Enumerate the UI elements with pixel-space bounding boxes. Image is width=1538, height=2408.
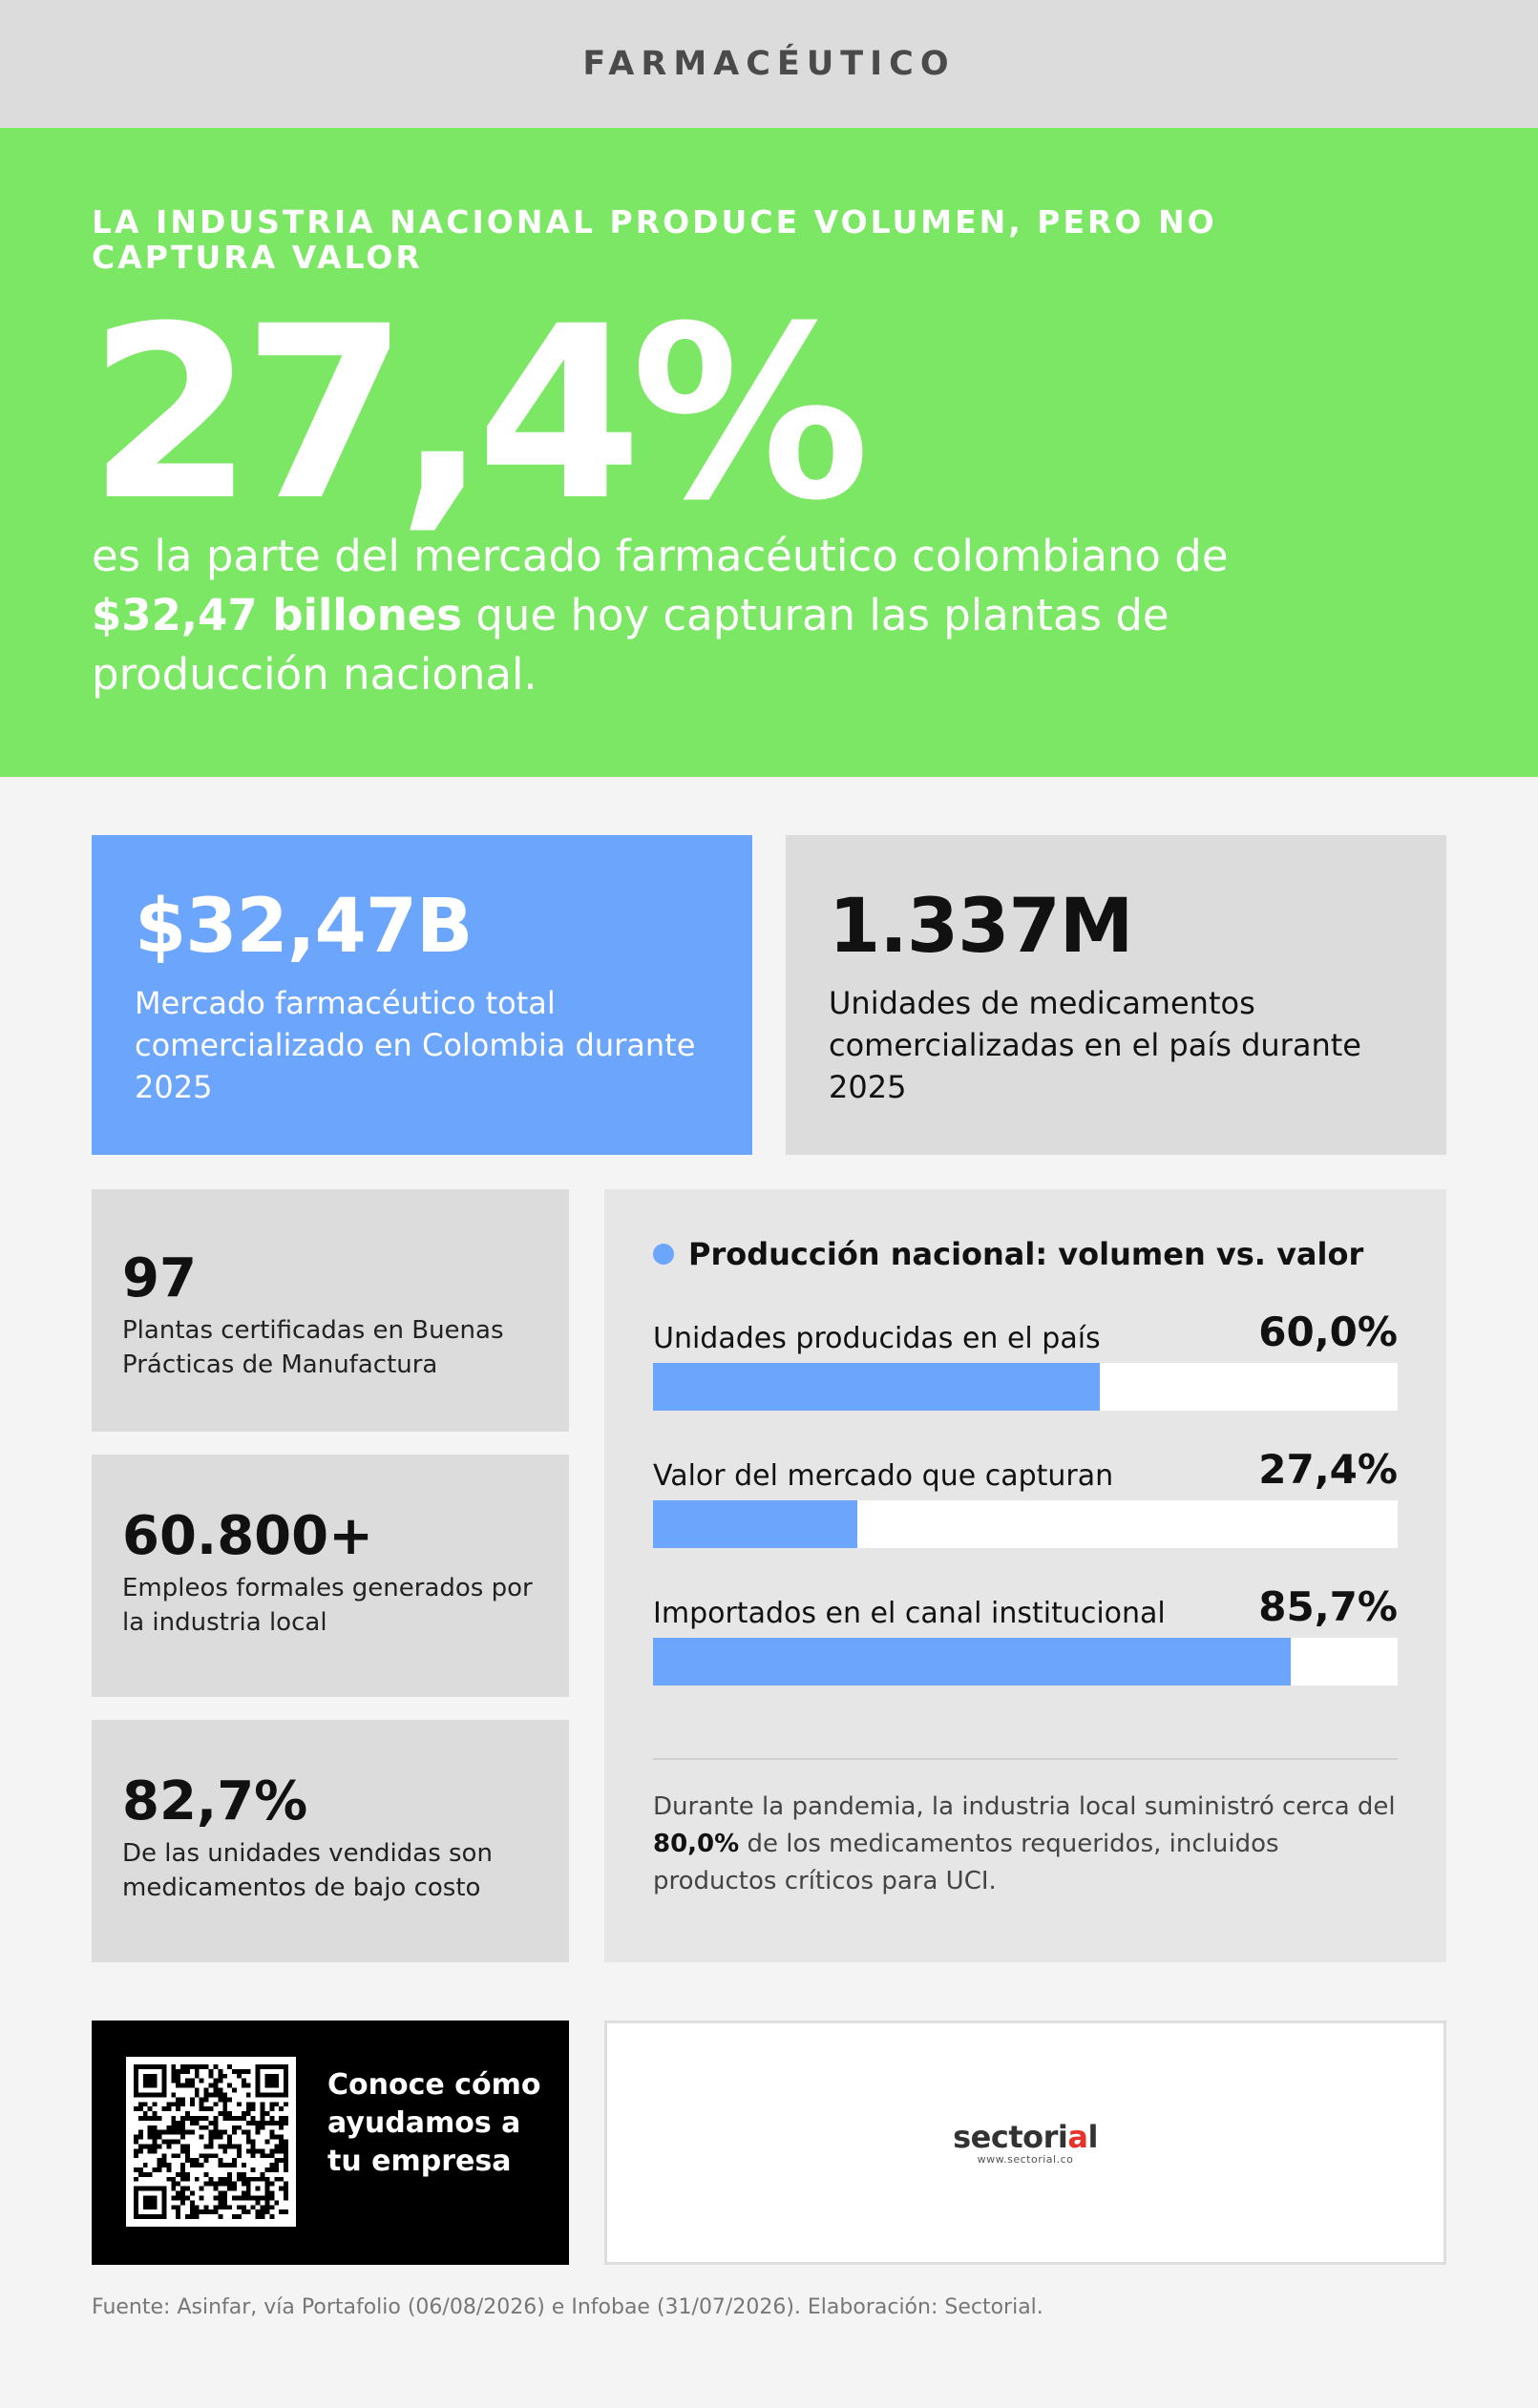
- units-desc: Unidades de medicamentos comercializadas en el país durante 2025: [829, 985, 1361, 1105]
- divider: [653, 1758, 1398, 1760]
- bar-label: Unidades producidas en el país: [653, 1322, 1101, 1355]
- stat-card-jobs: [92, 1455, 569, 1697]
- bar-fill: [653, 1363, 1100, 1411]
- chart-title: Producción nacional: volumen vs. valor: [688, 1236, 1364, 1272]
- stat-card-low-cost: [92, 1720, 569, 1962]
- bar-item-units: [653, 1308, 1398, 1411]
- market-total-value: $32,47B: [135, 884, 473, 970]
- cta-text[interactable]: Conoce cómo ayudamos a tu empresa: [327, 2068, 541, 2178]
- hero-desc-end: que hoy capturan las plantas de producción nacional.: [92, 590, 1169, 700]
- bar-track: [653, 1500, 1398, 1548]
- bar-fill: [653, 1500, 857, 1548]
- bar-label: Importados en el canal institucional: [653, 1597, 1166, 1630]
- hero-desc-bold: $32,47 billones: [92, 590, 463, 640]
- bar-value-label: 85,7%: [1258, 1583, 1398, 1630]
- bar-track: [653, 1638, 1398, 1686]
- chart-heading: [653, 1235, 1398, 1273]
- bar-fill: [653, 1638, 1291, 1686]
- hero-kicker: LA INDUSTRIA NACIONAL PRODUCE VOLUMEN, PERO NO CAPTURA VALOR: [92, 203, 1217, 276]
- bullet-dot-icon: [653, 1244, 674, 1265]
- bar-value-label: 60,0%: [1258, 1309, 1398, 1355]
- stat-value: 60.800+: [122, 1505, 374, 1567]
- cta-card[interactable]: [92, 2021, 569, 2265]
- bar-value-label: 27,4%: [1258, 1446, 1398, 1493]
- hero-panel: [0, 128, 1538, 777]
- note-end: de los medicamentos requeridos, incluidos productos críticos para UCI.: [653, 1830, 1279, 1895]
- sectorial-logo: [607, 2023, 1443, 2262]
- logo-card: [604, 2021, 1446, 2265]
- logo-url: www.sectorial.co: [977, 2152, 1074, 2166]
- note-bold: 80,0%: [653, 1830, 740, 1858]
- hero-big-value: 27,4%: [88, 275, 859, 553]
- stat-value: 82,7%: [122, 1770, 308, 1832]
- source-footer: Fuente: Asinfar, vía Portafolio (06/08/2026) e Infobae (31/07/2026). Elaboración: Sectorial.: [92, 2295, 1043, 2319]
- pandemic-note: [653, 1789, 1407, 1900]
- bar-track: [653, 1363, 1398, 1411]
- stat-desc: De las unidades vendidas son medicamentos de bajo costo: [122, 1839, 493, 1902]
- stat-card-plants: [92, 1189, 569, 1432]
- units-card: [786, 835, 1446, 1155]
- stat-value: 97: [122, 1247, 197, 1309]
- header-bar: [0, 0, 1538, 128]
- bar-label: Valor del mercado que capturan: [653, 1459, 1114, 1493]
- bar-chart-card: [604, 1189, 1446, 1962]
- market-total-desc: Mercado farmacéutico total comercializado en Colombia durante 2025: [135, 985, 696, 1105]
- section-title: FARMACÉUTICO: [582, 45, 956, 83]
- hero-description: [92, 527, 1323, 704]
- qr-code-icon[interactable]: [126, 2057, 296, 2227]
- bar-item-value: [653, 1445, 1398, 1548]
- units-value: 1.337M: [829, 884, 1133, 970]
- market-total-card: [92, 835, 752, 1155]
- note-start: Durante la pandemia, la industria local suministró cerca del: [653, 1792, 1396, 1821]
- logo-wordmark: sectorial: [953, 2118, 1098, 2155]
- stat-desc: Plantas certificadas en Buenas Prácticas de Manufactura: [122, 1316, 504, 1379]
- hero-desc-start: es la parte del mercado farmacéutico colombiano de: [92, 531, 1229, 581]
- bar-item-imports: [653, 1582, 1398, 1686]
- stat-desc: Empleos formales generados por la industria local: [122, 1574, 533, 1637]
